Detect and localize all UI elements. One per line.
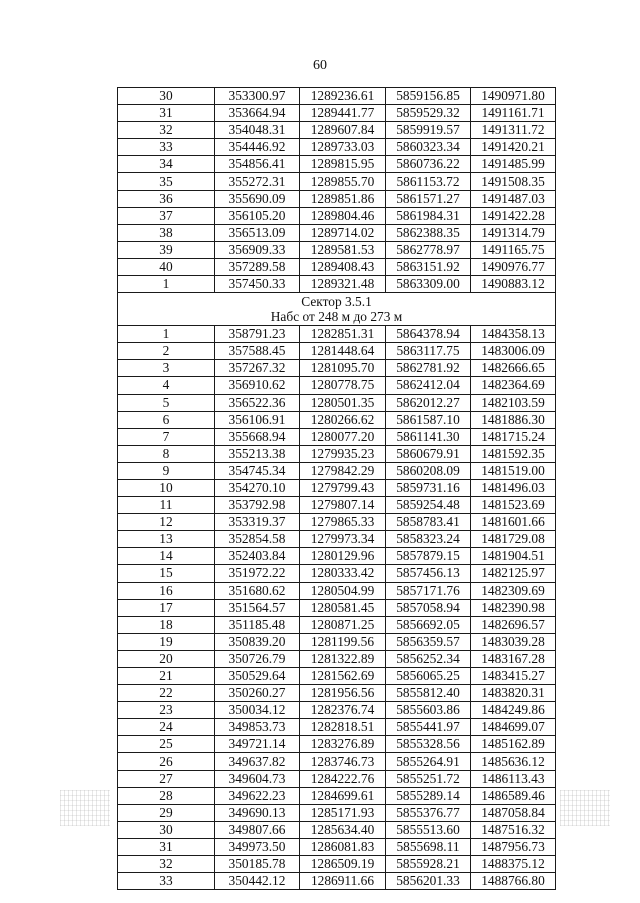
scan-artifact-right xyxy=(560,790,610,826)
point-number-cell: 15 xyxy=(118,565,215,582)
table-row xyxy=(118,207,556,224)
table-row xyxy=(118,804,556,821)
coordinate-cell: 5861141.30 xyxy=(386,428,471,445)
point-number-cell: 19 xyxy=(118,633,215,650)
table-row xyxy=(118,88,556,105)
table-row xyxy=(118,514,556,531)
coordinate-cell: 5856065.25 xyxy=(386,668,471,685)
coordinate-cell: 1482390.98 xyxy=(471,599,556,616)
point-number-cell: 16 xyxy=(118,582,215,599)
coordinate-cell: 354048.31 xyxy=(215,122,300,139)
table-row xyxy=(118,428,556,445)
coordinate-cell: 349721.14 xyxy=(215,736,300,753)
coordinate-cell: 5860323.34 xyxy=(386,139,471,156)
coordinate-cell: 1280581.45 xyxy=(300,599,386,616)
coordinate-cell: 5861153.72 xyxy=(386,173,471,190)
point-number-cell: 32 xyxy=(118,856,215,873)
coordinate-cell: 1281095.70 xyxy=(300,360,386,377)
coordinate-cell: 5855376.77 xyxy=(386,804,471,821)
coordinate-cell: 353319.37 xyxy=(215,514,300,531)
coordinate-cell: 355668.94 xyxy=(215,428,300,445)
coordinate-cell: 349604.73 xyxy=(215,770,300,787)
coordinate-cell: 5862412.04 xyxy=(386,377,471,394)
table-row xyxy=(118,633,556,650)
coordinate-cell: 5861587.10 xyxy=(386,411,471,428)
coordinate-cell: 1491508.35 xyxy=(471,173,556,190)
coordinate-cell: 1491487.03 xyxy=(471,190,556,207)
coordinate-cell: 355213.38 xyxy=(215,445,300,462)
table-row xyxy=(118,753,556,770)
coordinate-cell: 350529.64 xyxy=(215,668,300,685)
point-number-cell: 39 xyxy=(118,241,215,258)
coordinate-cell: 1490971.80 xyxy=(471,88,556,105)
coordinate-cell: 1279799.43 xyxy=(300,479,386,496)
coordinate-cell: 1280129.96 xyxy=(300,548,386,565)
coordinate-cell: 357267.32 xyxy=(215,360,300,377)
coordinate-cell: 349690.13 xyxy=(215,804,300,821)
coordinate-cell: 356909.33 xyxy=(215,241,300,258)
coordinate-cell: 1280266.62 xyxy=(300,411,386,428)
table-row xyxy=(118,736,556,753)
section-header-cell xyxy=(118,293,556,326)
coordinate-cell: 5860679.91 xyxy=(386,445,471,462)
coordinate-cell: 5860208.09 xyxy=(386,462,471,479)
coordinate-cell: 357588.45 xyxy=(215,343,300,360)
coordinate-cell: 350726.79 xyxy=(215,650,300,667)
coordinate-cell: 1284222.76 xyxy=(300,770,386,787)
coordinate-cell: 1483820.31 xyxy=(471,685,556,702)
table-body-after-section xyxy=(118,326,556,890)
coordinate-cell: 1490883.12 xyxy=(471,276,556,293)
point-number-cell: 17 xyxy=(118,599,215,616)
page-number: 60 xyxy=(313,58,327,73)
coordinate-cell: 5859254.48 xyxy=(386,497,471,514)
coordinate-cell: 1282818.51 xyxy=(300,719,386,736)
table-row xyxy=(118,479,556,496)
coordinate-cell: 350260.27 xyxy=(215,685,300,702)
coordinate-cell: 1481592.35 xyxy=(471,445,556,462)
coordinate-cell: 1281448.64 xyxy=(300,343,386,360)
coordinate-cell: 1490976.77 xyxy=(471,258,556,275)
coordinate-cell: 1279935.23 xyxy=(300,445,386,462)
coordinate-cell: 354745.34 xyxy=(215,462,300,479)
coordinate-cell: 5855513.60 xyxy=(386,821,471,838)
coordinate-cell: 1481496.03 xyxy=(471,479,556,496)
coordinate-cell: 1281562.69 xyxy=(300,668,386,685)
point-number-cell: 23 xyxy=(118,702,215,719)
coordinate-cell: 5855698.11 xyxy=(386,838,471,855)
table-row xyxy=(118,326,556,343)
coordinate-cell: 354270.10 xyxy=(215,479,300,496)
table-row xyxy=(118,411,556,428)
table-row xyxy=(118,821,556,838)
coordinate-cell: 1289714.02 xyxy=(300,224,386,241)
coordinate-cell: 1283276.89 xyxy=(300,736,386,753)
coordinate-cell: 5861984.31 xyxy=(386,207,471,224)
coordinate-cell: 5862388.35 xyxy=(386,224,471,241)
coordinate-cell: 1485162.89 xyxy=(471,736,556,753)
coordinate-cell: 355272.31 xyxy=(215,173,300,190)
coordinate-cell: 1289733.03 xyxy=(300,139,386,156)
coordinate-cell: 1482309.69 xyxy=(471,582,556,599)
coordinate-cell: 5864378.94 xyxy=(386,326,471,343)
point-number-cell: 3 xyxy=(118,360,215,377)
coordinate-cell: 1286509.19 xyxy=(300,856,386,873)
point-number-cell: 8 xyxy=(118,445,215,462)
table-row xyxy=(118,190,556,207)
coordinate-cell: 352403.84 xyxy=(215,548,300,565)
table-row xyxy=(118,173,556,190)
table-row xyxy=(118,445,556,462)
coordinate-cell: 5861571.27 xyxy=(386,190,471,207)
table-row xyxy=(118,770,556,787)
coordinate-cell: 358791.23 xyxy=(215,326,300,343)
point-number-cell: 14 xyxy=(118,548,215,565)
coordinate-cell: 352854.58 xyxy=(215,531,300,548)
coordinates-table xyxy=(117,87,556,890)
point-number-cell: 4 xyxy=(118,377,215,394)
coordinate-cell: 1284699.61 xyxy=(300,787,386,804)
point-number-cell: 22 xyxy=(118,685,215,702)
coordinate-cell: 349637.82 xyxy=(215,753,300,770)
coordinate-cell: 5863309.00 xyxy=(386,276,471,293)
coordinate-cell: 1289804.46 xyxy=(300,207,386,224)
point-number-cell: 10 xyxy=(118,479,215,496)
coordinate-cell: 1491485.99 xyxy=(471,156,556,173)
point-number-cell: 20 xyxy=(118,650,215,667)
coordinate-cell: 353792.98 xyxy=(215,497,300,514)
coordinate-cell: 5858783.41 xyxy=(386,514,471,531)
point-number-cell: 40 xyxy=(118,258,215,275)
table-row xyxy=(118,394,556,411)
coordinate-cell: 1279973.34 xyxy=(300,531,386,548)
coordinate-cell: 1483415.27 xyxy=(471,668,556,685)
coordinate-cell: 355690.09 xyxy=(215,190,300,207)
table-row xyxy=(118,156,556,173)
coordinate-cell: 1482125.97 xyxy=(471,565,556,582)
coordinate-cell: 5863151.92 xyxy=(386,258,471,275)
point-number-cell: 6 xyxy=(118,411,215,428)
table-row xyxy=(118,122,556,139)
coordinate-cell: 1482364.69 xyxy=(471,377,556,394)
table-row xyxy=(118,139,556,156)
coordinate-cell: 1280501.35 xyxy=(300,394,386,411)
point-number-cell: 31 xyxy=(118,838,215,855)
table-row xyxy=(118,702,556,719)
point-number-cell: 21 xyxy=(118,668,215,685)
coordinate-cell: 354856.41 xyxy=(215,156,300,173)
scan-artifact-left xyxy=(60,790,110,826)
point-number-cell: 33 xyxy=(118,873,215,890)
table-row xyxy=(118,276,556,293)
coordinate-cell: 349622.23 xyxy=(215,787,300,804)
coordinate-cell: 357289.58 xyxy=(215,258,300,275)
coordinate-cell: 5862778.97 xyxy=(386,241,471,258)
point-number-cell: 30 xyxy=(118,821,215,838)
coordinate-cell: 1487516.32 xyxy=(471,821,556,838)
coordinate-cell: 350034.12 xyxy=(215,702,300,719)
coordinate-cell: 1484699.07 xyxy=(471,719,556,736)
point-number-cell: 12 xyxy=(118,514,215,531)
coordinate-cell: 5857456.13 xyxy=(386,565,471,582)
coordinate-cell: 1481715.24 xyxy=(471,428,556,445)
coordinate-cell: 5855264.91 xyxy=(386,753,471,770)
coordinate-cell: 1289855.70 xyxy=(300,173,386,190)
coordinate-cell: 351972.22 xyxy=(215,565,300,582)
point-number-cell: 38 xyxy=(118,224,215,241)
coordinate-cell: 1488375.12 xyxy=(471,856,556,873)
coordinate-cell: 1486589.46 xyxy=(471,787,556,804)
coordinate-cell: 1481601.66 xyxy=(471,514,556,531)
coordinate-cell: 5859919.57 xyxy=(386,122,471,139)
coordinate-cell: 1281956.56 xyxy=(300,685,386,702)
point-number-cell: 30 xyxy=(118,88,215,105)
table-row xyxy=(118,650,556,667)
point-number-cell: 13 xyxy=(118,531,215,548)
coordinate-cell: 1286081.83 xyxy=(300,838,386,855)
table-row xyxy=(118,873,556,890)
coordinate-cell: 1289581.53 xyxy=(300,241,386,258)
point-number-cell: 26 xyxy=(118,753,215,770)
point-number-cell: 34 xyxy=(118,156,215,173)
coordinate-cell: 5856252.34 xyxy=(386,650,471,667)
point-number-cell: 1 xyxy=(118,276,215,293)
coordinate-cell: 1487956.73 xyxy=(471,838,556,855)
coordinate-cell: 5855928.21 xyxy=(386,856,471,873)
coordinate-cell: 1491314.79 xyxy=(471,224,556,241)
coordinate-cell: 353300.97 xyxy=(215,88,300,105)
coordinate-cell: 5858323.24 xyxy=(386,531,471,548)
coordinate-cell: 1281199.56 xyxy=(300,633,386,650)
coordinate-cell: 5860736.22 xyxy=(386,156,471,173)
table-row xyxy=(118,599,556,616)
coordinate-cell: 1484249.86 xyxy=(471,702,556,719)
coordinate-cell: 1482666.65 xyxy=(471,360,556,377)
table-body-before-section xyxy=(118,88,556,293)
point-number-cell: 31 xyxy=(118,105,215,122)
point-number-cell: 35 xyxy=(118,173,215,190)
coordinate-cell: 1491422.28 xyxy=(471,207,556,224)
table-row xyxy=(118,258,556,275)
coordinate-cell: 1482103.59 xyxy=(471,394,556,411)
point-number-cell: 32 xyxy=(118,122,215,139)
coordinate-cell: 1279807.14 xyxy=(300,497,386,514)
table-row xyxy=(118,548,556,565)
coordinate-cell: 1280778.75 xyxy=(300,377,386,394)
coordinate-cell: 5856359.57 xyxy=(386,633,471,650)
coordinate-cell: 1483006.09 xyxy=(471,343,556,360)
coordinate-cell: 1481523.69 xyxy=(471,497,556,514)
coordinate-cell: 1481519.00 xyxy=(471,462,556,479)
coordinate-cell: 1491311.72 xyxy=(471,122,556,139)
coordinate-cell: 354446.92 xyxy=(215,139,300,156)
coordinate-cell: 5855251.72 xyxy=(386,770,471,787)
coordinate-cell: 5855812.40 xyxy=(386,685,471,702)
coordinate-cell: 5862012.27 xyxy=(386,394,471,411)
table-row xyxy=(118,787,556,804)
coordinate-cell: 351185.48 xyxy=(215,616,300,633)
coordinate-cell: 5857171.76 xyxy=(386,582,471,599)
coordinate-cell: 1481904.51 xyxy=(471,548,556,565)
coordinate-cell: 5855441.97 xyxy=(386,719,471,736)
coordinate-cell: 1481729.08 xyxy=(471,531,556,548)
coordinate-cell: 1280077.20 xyxy=(300,428,386,445)
section-title: Сектор 3.5.1 xyxy=(301,294,372,310)
coordinate-cell: 1280504.99 xyxy=(300,582,386,599)
coordinate-cell: 1279842.29 xyxy=(300,462,386,479)
table-row xyxy=(118,531,556,548)
coordinate-cell: 1283746.73 xyxy=(300,753,386,770)
coordinate-cell: 351564.57 xyxy=(215,599,300,616)
point-number-cell: 36 xyxy=(118,190,215,207)
coordinate-cell: 5856692.05 xyxy=(386,616,471,633)
point-number-cell: 2 xyxy=(118,343,215,360)
point-number-cell: 28 xyxy=(118,787,215,804)
section-header-row xyxy=(118,293,556,326)
table-row xyxy=(118,616,556,633)
coordinate-cell: 1491420.21 xyxy=(471,139,556,156)
coordinate-cell: 1491161.71 xyxy=(471,105,556,122)
table-row xyxy=(118,582,556,599)
point-number-cell: 29 xyxy=(118,804,215,821)
table-row xyxy=(118,685,556,702)
section-subtitle: Набс от 248 м до 273 м xyxy=(270,309,403,325)
table-row xyxy=(118,105,556,122)
coordinate-cell: 1286911.66 xyxy=(300,873,386,890)
point-number-cell: 33 xyxy=(118,139,215,156)
coordinate-cell: 1483167.28 xyxy=(471,650,556,667)
coordinate-cell: 350839.20 xyxy=(215,633,300,650)
coordinate-cell: 1279865.33 xyxy=(300,514,386,531)
coordinate-cell: 349853.73 xyxy=(215,719,300,736)
table-row xyxy=(118,565,556,582)
coordinate-cell: 356106.91 xyxy=(215,411,300,428)
coordinate-cell: 1282851.31 xyxy=(300,326,386,343)
coordinate-cell: 350185.78 xyxy=(215,856,300,873)
coordinate-cell: 5859156.85 xyxy=(386,88,471,105)
table-row xyxy=(118,360,556,377)
coordinate-cell: 1491165.75 xyxy=(471,241,556,258)
coordinate-cell: 1281322.89 xyxy=(300,650,386,667)
coordinate-cell: 1280333.42 xyxy=(300,565,386,582)
table-row xyxy=(118,343,556,360)
coordinate-cell: 1289236.61 xyxy=(300,88,386,105)
point-number-cell: 27 xyxy=(118,770,215,787)
coordinate-cell: 1488766.80 xyxy=(471,873,556,890)
point-number-cell: 5 xyxy=(118,394,215,411)
table-row xyxy=(118,838,556,855)
table-row xyxy=(118,668,556,685)
point-number-cell: 24 xyxy=(118,719,215,736)
coordinate-cell: 1289815.95 xyxy=(300,156,386,173)
coordinate-cell: 356105.20 xyxy=(215,207,300,224)
coordinate-cell: 357450.33 xyxy=(215,276,300,293)
coordinate-cell: 5855328.56 xyxy=(386,736,471,753)
point-number-cell: 9 xyxy=(118,462,215,479)
coordinate-cell: 1289408.43 xyxy=(300,258,386,275)
table-row xyxy=(118,224,556,241)
coordinate-cell: 350442.12 xyxy=(215,873,300,890)
point-number-cell: 25 xyxy=(118,736,215,753)
coordinate-cell: 1483039.28 xyxy=(471,633,556,650)
point-number-cell: 1 xyxy=(118,326,215,343)
coordinate-cell: 349807.66 xyxy=(215,821,300,838)
coordinate-cell: 1487058.84 xyxy=(471,804,556,821)
coordinate-cell: 1285634.40 xyxy=(300,821,386,838)
coordinate-cell: 351680.62 xyxy=(215,582,300,599)
coordinate-cell: 1289851.86 xyxy=(300,190,386,207)
table-row xyxy=(118,856,556,873)
point-number-cell: 11 xyxy=(118,497,215,514)
coordinate-cell: 5855603.86 xyxy=(386,702,471,719)
coordinate-cell: 1289607.84 xyxy=(300,122,386,139)
coordinate-cell: 5859731.16 xyxy=(386,479,471,496)
coordinate-cell: 1481886.30 xyxy=(471,411,556,428)
coordinate-cell: 1280871.25 xyxy=(300,616,386,633)
table-row xyxy=(118,719,556,736)
coordinate-cell: 356522.36 xyxy=(215,394,300,411)
coordinate-cell: 1484358.13 xyxy=(471,326,556,343)
coordinate-cell: 1282376.74 xyxy=(300,702,386,719)
table-row xyxy=(118,241,556,258)
coordinate-cell: 1289321.48 xyxy=(300,276,386,293)
table-row xyxy=(118,497,556,514)
coordinate-cell: 1285171.93 xyxy=(300,804,386,821)
coordinate-cell: 1289441.77 xyxy=(300,105,386,122)
coordinate-cell: 356513.09 xyxy=(215,224,300,241)
section-header-body xyxy=(118,293,556,326)
coordinate-cell: 1482696.57 xyxy=(471,616,556,633)
coordinate-cell: 5855289.14 xyxy=(386,787,471,804)
coordinate-cell: 1485636.12 xyxy=(471,753,556,770)
coordinate-cell: 5856201.33 xyxy=(386,873,471,890)
point-number-cell: 7 xyxy=(118,428,215,445)
coordinate-cell: 5857879.15 xyxy=(386,548,471,565)
coordinate-cell: 353664.94 xyxy=(215,105,300,122)
table-row xyxy=(118,377,556,394)
point-number-cell: 18 xyxy=(118,616,215,633)
coordinate-cell: 5859529.32 xyxy=(386,105,471,122)
coordinate-cell: 5863117.75 xyxy=(386,343,471,360)
coordinate-cell: 349973.50 xyxy=(215,838,300,855)
coordinate-cell: 5862781.92 xyxy=(386,360,471,377)
coordinate-cell: 356910.62 xyxy=(215,377,300,394)
table-row xyxy=(118,462,556,479)
coordinate-cell: 1486113.43 xyxy=(471,770,556,787)
point-number-cell: 37 xyxy=(118,207,215,224)
coordinate-cell: 5857058.94 xyxy=(386,599,471,616)
